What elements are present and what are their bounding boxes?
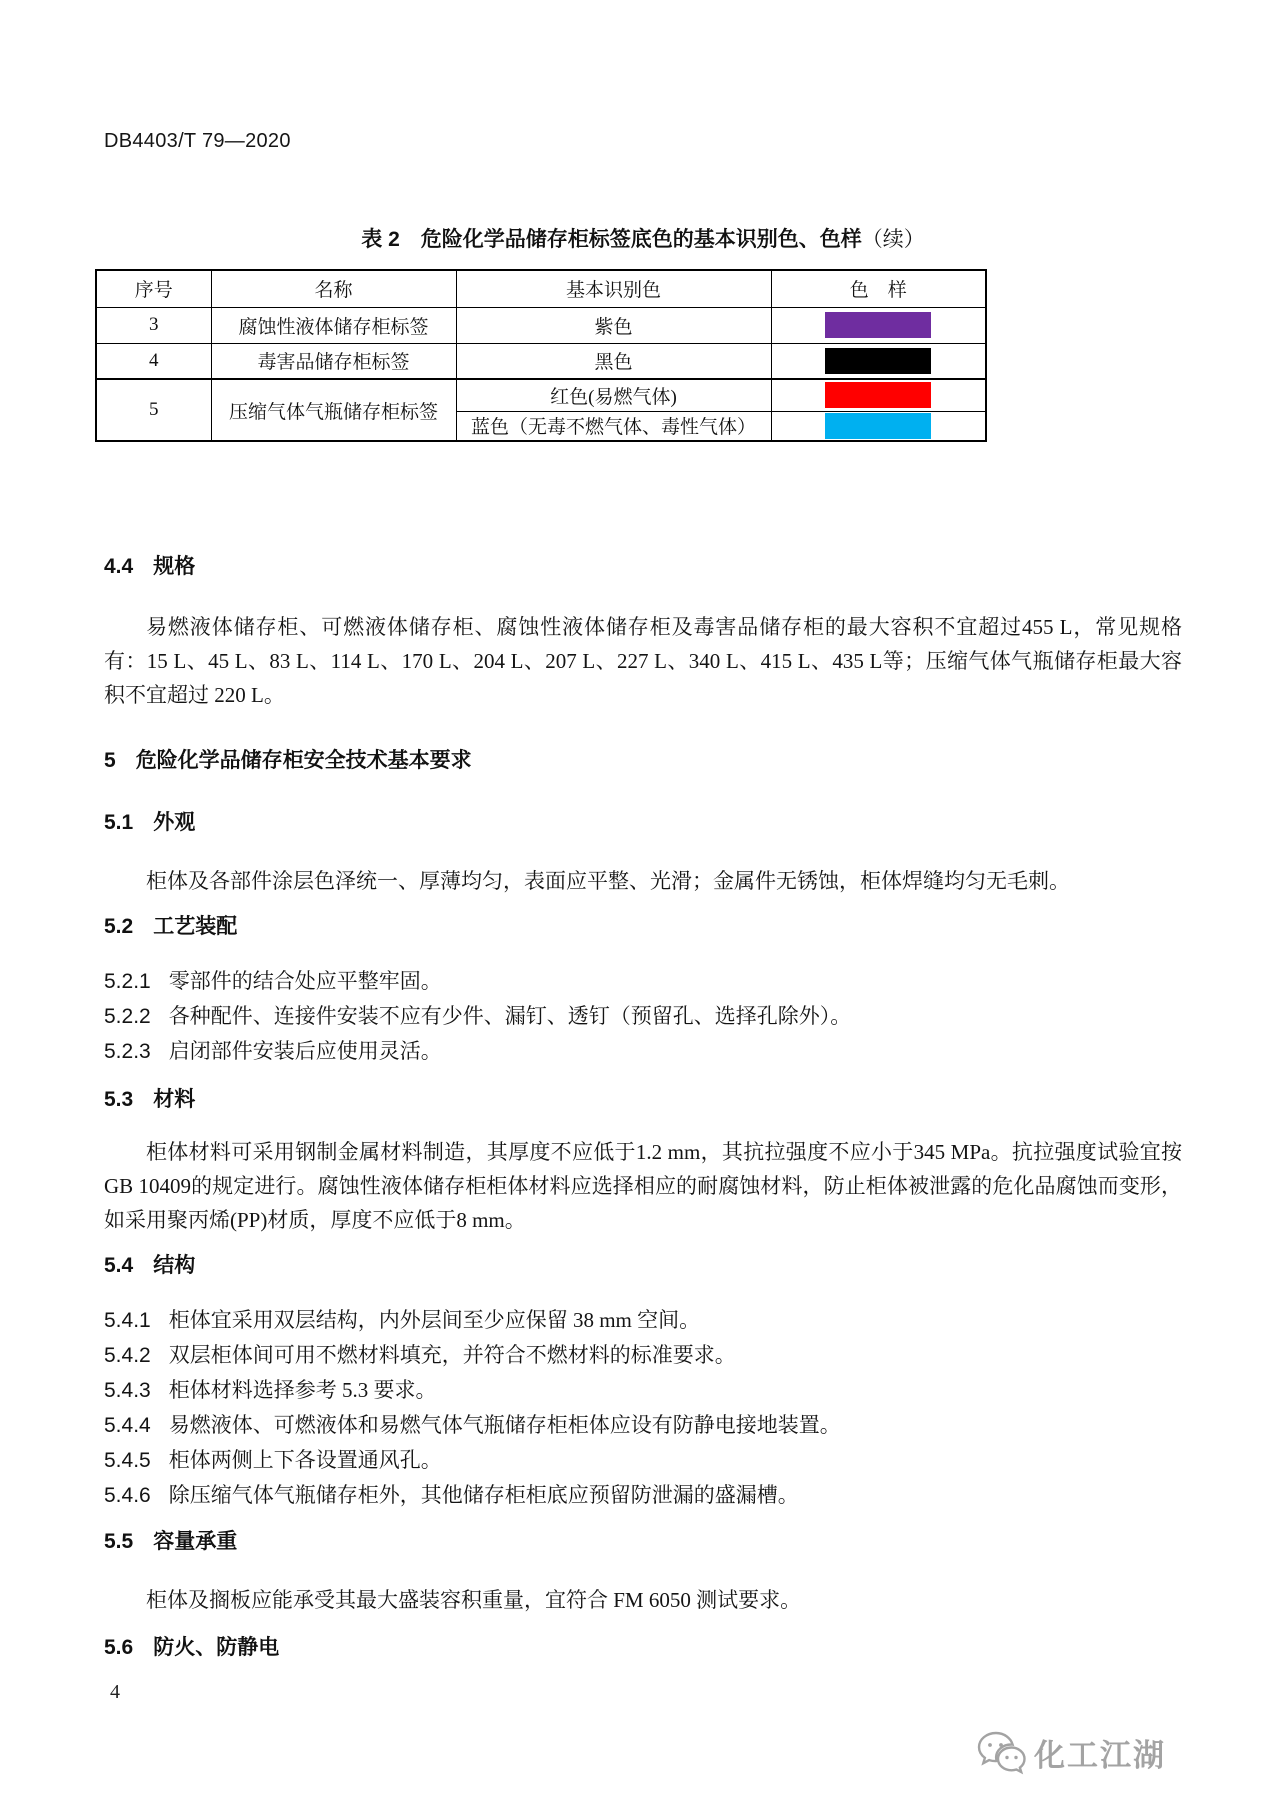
clause-text: 柜体材料选择参考 5.3 要求。 bbox=[168, 1378, 437, 1402]
section-title: 结构 bbox=[153, 1254, 196, 1277]
section-heading-5-5 bbox=[104, 1529, 1182, 1555]
cell-sample bbox=[771, 411, 986, 441]
section-title: 规格 bbox=[153, 555, 196, 578]
section-heading-4-4 bbox=[104, 554, 1182, 580]
section-title: 防火、防静电 bbox=[153, 1636, 280, 1659]
page-number: 4 bbox=[110, 1681, 120, 1703]
color-swatch bbox=[825, 312, 931, 338]
brand-name: 化工江湖 bbox=[1034, 1738, 1166, 1773]
section-number: 5.5 bbox=[104, 1530, 134, 1553]
clause-item bbox=[104, 1443, 1182, 1478]
cell-color-name: 黑色 bbox=[456, 343, 771, 379]
cell-color-name: 红色(易燃气体) bbox=[456, 379, 771, 411]
cell-sample bbox=[771, 379, 986, 411]
section-number: 5.3 bbox=[104, 1088, 134, 1111]
clause-item bbox=[104, 1034, 1182, 1069]
clause-text: 除压缩气体气瓶储存柜外，其他储存柜柜底应预留防泄漏的盛漏槽。 bbox=[168, 1483, 799, 1507]
section-title: 容量承重 bbox=[153, 1530, 238, 1553]
clause-number: 5.4.6 bbox=[104, 1484, 151, 1507]
table-title bbox=[104, 223, 1182, 253]
section-number: 5.4 bbox=[104, 1254, 134, 1277]
section-title: 工艺装配 bbox=[153, 915, 238, 938]
wechat-icon bbox=[976, 1731, 1028, 1775]
cell-color-name: 紫色 bbox=[456, 307, 771, 343]
clause-item bbox=[104, 1408, 1182, 1443]
section-5-5-paragraph: 柜体及搁板应能承受其最大盛装容积重量，宜符合 FM 6050 测试要求。 bbox=[146, 1588, 802, 1612]
clause-number: 5.4.2 bbox=[104, 1344, 151, 1367]
section-5-2-clauses bbox=[104, 964, 1182, 1069]
color-table bbox=[95, 269, 987, 442]
cell-index: 3 bbox=[96, 307, 211, 343]
section-heading-5 bbox=[104, 748, 1182, 774]
table-title-main: 表 2 危险化学品储存柜标签底色的基本识别色、色样 bbox=[361, 228, 862, 251]
clause-item bbox=[104, 1303, 1182, 1338]
section-number: 5.2 bbox=[104, 915, 134, 938]
table-row bbox=[96, 343, 986, 379]
clause-text: 启闭部件安装后应使用灵活。 bbox=[168, 1039, 442, 1063]
brand-watermark bbox=[976, 1730, 1166, 1775]
col-header-name: 名称 bbox=[211, 270, 456, 307]
clause-number: 5.4.5 bbox=[104, 1449, 151, 1472]
clause-number: 5.2.2 bbox=[104, 1005, 151, 1028]
section-5-4-clauses bbox=[104, 1303, 1182, 1513]
section-heading-5-4 bbox=[104, 1253, 1182, 1279]
section-title: 危险化学品储存柜安全技术基本要求 bbox=[135, 749, 472, 772]
section-5-3-paragraph: 柜体材料可采用钢制金属材料制造，其厚度不应低于1.2 mm，其抗拉强度不应小于345 MPa。抗拉强度试验宜按GB 10409的规定进行。腐蚀性液体储存柜柜体材料应选择相应的耐腐蚀材料，防止柜体被泄露的危化品腐蚀而变形，如采用聚丙烯(PP)材质，厚度不应低于8 mm。 bbox=[104, 1140, 1182, 1232]
doc-code: DB4403/T 79—2020 bbox=[104, 130, 291, 152]
clause-number: 5.2.1 bbox=[104, 970, 151, 993]
cell-name: 毒害品储存柜标签 bbox=[211, 343, 456, 379]
section-heading-5-3 bbox=[104, 1087, 1182, 1113]
color-swatch bbox=[825, 382, 931, 408]
clause-item bbox=[104, 999, 1182, 1034]
clause-number: 5.4.3 bbox=[104, 1379, 151, 1402]
cell-sample bbox=[771, 307, 986, 343]
color-swatch bbox=[825, 348, 931, 374]
clause-number: 5.4.4 bbox=[104, 1414, 151, 1437]
section-number: 5 bbox=[104, 749, 116, 772]
section-title: 材料 bbox=[153, 1088, 196, 1111]
cell-index: 4 bbox=[96, 343, 211, 379]
clause-item bbox=[104, 964, 1182, 999]
section-number: 5.6 bbox=[104, 1636, 134, 1659]
table-row bbox=[96, 307, 986, 343]
color-swatch bbox=[825, 413, 931, 439]
section-5-1-paragraph: 柜体及各部件涂层色泽统一、厚薄均匀，表面应平整、光滑；金属件无锈蚀，柜体焊缝均匀无毛刺。 bbox=[146, 869, 1070, 893]
section-number: 5.1 bbox=[104, 811, 134, 834]
table-header-row bbox=[96, 270, 986, 307]
clause-number: 5.2.3 bbox=[104, 1040, 151, 1063]
table-row bbox=[96, 379, 986, 411]
section-4-4-paragraph: 易燃液体储存柜、可燃液体储存柜、腐蚀性液体储存柜及毒害品储存柜的最大容积不宜超过455 L，常见规格有：15 L、45 L、83 L、114 L、170 L、204 L、207 L、227 L、340 L、415 L、435 L等；压缩气体气瓶储存柜最大容积不宜超过 220 L。 bbox=[104, 615, 1182, 707]
clause-item bbox=[104, 1338, 1182, 1373]
section-number: 4.4 bbox=[104, 555, 134, 578]
clause-number: 5.4.1 bbox=[104, 1309, 151, 1332]
section-heading-5-2 bbox=[104, 914, 1182, 940]
col-header-sample: 色 样 bbox=[771, 270, 986, 307]
section-heading-5-1 bbox=[104, 810, 1182, 836]
cell-sample bbox=[771, 343, 986, 379]
cell-name: 腐蚀性液体储存柜标签 bbox=[211, 307, 456, 343]
clause-item bbox=[104, 1373, 1182, 1408]
cell-color-name: 蓝色（无毒不燃气体、毒性气体） bbox=[456, 411, 771, 441]
section-heading-5-6 bbox=[104, 1635, 1182, 1661]
col-header-color: 基本识别色 bbox=[456, 270, 771, 307]
clause-text: 柜体宜采用双层结构，内外层间至少应保留 38 mm 空间。 bbox=[168, 1308, 701, 1332]
clause-item bbox=[104, 1478, 1182, 1513]
col-header-index: 序号 bbox=[96, 270, 211, 307]
section-title: 外观 bbox=[153, 811, 196, 834]
cell-name: 压缩气体气瓶储存柜标签 bbox=[211, 379, 456, 441]
clause-text: 柜体两侧上下各设置通风孔。 bbox=[168, 1448, 442, 1472]
clause-text: 零部件的结合处应平整牢固。 bbox=[168, 969, 442, 993]
clause-text: 双层柜体间可用不燃材料填充，并符合不燃材料的标准要求。 bbox=[168, 1343, 736, 1367]
clause-text: 各种配件、连接件安装不应有少件、漏钉、透钉（预留孔、选择孔除外）。 bbox=[168, 1004, 852, 1028]
table-title-suffix: （续） bbox=[861, 227, 925, 251]
clause-text: 易燃液体、可燃液体和易燃气体气瓶储存柜柜体应设有防静电接地装置。 bbox=[168, 1413, 841, 1437]
cell-index: 5 bbox=[96, 379, 211, 441]
